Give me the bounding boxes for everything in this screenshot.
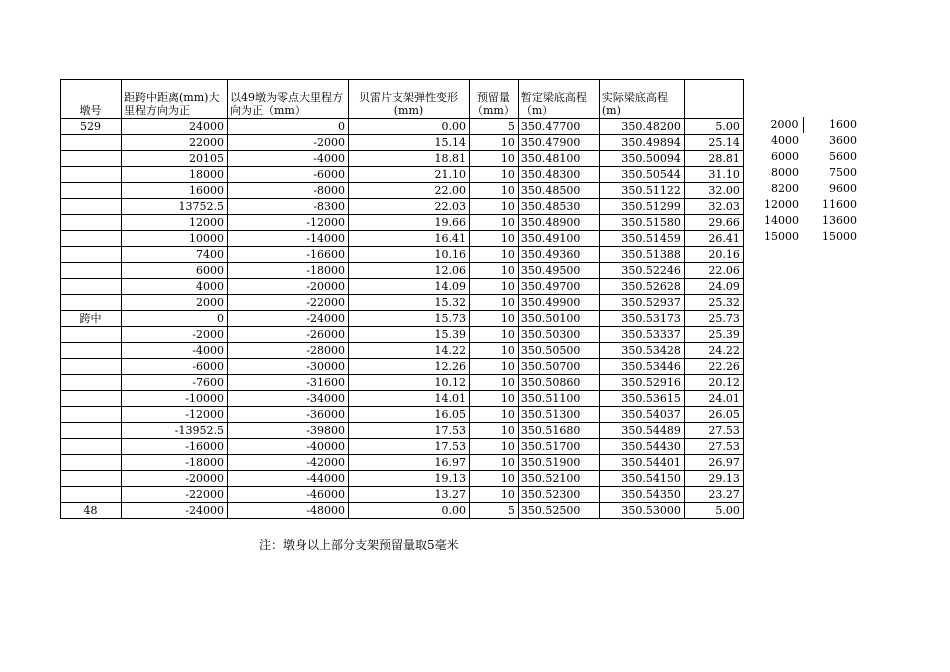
cell-temp-elevation: 350.50700 xyxy=(518,359,599,375)
cell-offset: -42000 xyxy=(228,455,349,471)
header-temp-elevation: 暂定梁底高程（m） xyxy=(518,80,599,119)
cell-pier xyxy=(61,295,122,311)
cell-actual-elevation: 350.52937 xyxy=(599,295,684,311)
cell-deformation: 0.00 xyxy=(349,119,470,135)
cell-deformation: 17.53 xyxy=(349,423,470,439)
cell-temp-elevation: 350.48100 xyxy=(518,151,599,167)
cell-offset: -8300 xyxy=(228,199,349,215)
side-cell-a: 8000 xyxy=(771,166,799,179)
table-row xyxy=(61,311,744,327)
cell-temp-elevation: 350.48900 xyxy=(518,215,599,231)
cell-pier xyxy=(61,279,122,295)
cell-temp-elevation: 350.50100 xyxy=(518,311,599,327)
cell-distance: 22000 xyxy=(122,135,228,151)
header-pier: 墩号 xyxy=(61,80,122,119)
cell-difference: 24.09 xyxy=(684,279,743,295)
table-row xyxy=(61,279,744,295)
cell-offset: -30000 xyxy=(228,359,349,375)
cell-reserve: 10 xyxy=(470,439,519,455)
cell-temp-elevation: 350.50860 xyxy=(518,375,599,391)
side-cell-a: 12000 xyxy=(764,198,799,211)
side-cell-a: 8200 xyxy=(771,182,799,195)
cell-deformation: 12.06 xyxy=(349,263,470,279)
cell-temp-elevation: 350.51100 xyxy=(518,391,599,407)
table-row xyxy=(61,151,744,167)
side-row xyxy=(760,133,861,149)
cell-distance: 10000 xyxy=(122,231,228,247)
cell-difference: 31.10 xyxy=(684,167,743,183)
cell-reserve: 10 xyxy=(470,167,519,183)
cell-difference: 23.27 xyxy=(684,487,743,503)
cell-reserve: 5 xyxy=(470,503,519,519)
cell-actual-elevation: 350.51122 xyxy=(599,183,684,199)
cell-distance: 6000 xyxy=(122,263,228,279)
cell-deformation: 10.12 xyxy=(349,375,470,391)
cell-difference: 25.73 xyxy=(684,311,743,327)
cell-offset: -16600 xyxy=(228,247,349,263)
table-row xyxy=(61,359,744,375)
cell-distance: -20000 xyxy=(122,471,228,487)
cell-temp-elevation: 350.47700 xyxy=(518,119,599,135)
cell-distance: 4000 xyxy=(122,279,228,295)
cell-offset: -44000 xyxy=(228,471,349,487)
side-row xyxy=(760,117,861,133)
cell-deformation: 12.26 xyxy=(349,359,470,375)
side-cell-b: 1600 xyxy=(829,118,857,131)
cell-offset: -8000 xyxy=(228,183,349,199)
cell-pier xyxy=(61,263,122,279)
cell-reserve: 10 xyxy=(470,423,519,439)
cell-reserve: 10 xyxy=(470,263,519,279)
cell-temp-elevation: 350.51680 xyxy=(518,423,599,439)
cell-temp-elevation: 350.49100 xyxy=(518,231,599,247)
side-cell-b: 7500 xyxy=(829,166,857,179)
cell-offset: -36000 xyxy=(228,407,349,423)
cell-actual-elevation: 350.53428 xyxy=(599,343,684,359)
cell-pier: 48 xyxy=(61,503,122,519)
cell-actual-elevation: 350.51459 xyxy=(599,231,684,247)
cell-pier xyxy=(61,343,122,359)
cell-reserve: 10 xyxy=(470,215,519,231)
header-reserve: 预留量（mm） xyxy=(470,80,519,119)
cell-distance: 0 xyxy=(122,311,228,327)
cell-distance: -12000 xyxy=(122,407,228,423)
cell-pier: 529 xyxy=(61,119,122,135)
table-row xyxy=(61,215,744,231)
table-row xyxy=(61,343,744,359)
cell-actual-elevation: 350.54401 xyxy=(599,455,684,471)
cell-offset: 0 xyxy=(228,119,349,135)
cell-actual-elevation: 350.53000 xyxy=(599,503,684,519)
cell-difference: 29.13 xyxy=(684,471,743,487)
cell-actual-elevation: 350.52916 xyxy=(599,375,684,391)
cell-reserve: 10 xyxy=(470,231,519,247)
cell-difference: 22.26 xyxy=(684,359,743,375)
cell-difference: 22.06 xyxy=(684,263,743,279)
cell-distance: -6000 xyxy=(122,359,228,375)
cell-actual-elevation: 350.48200 xyxy=(599,119,684,135)
cell-difference: 5.00 xyxy=(684,119,743,135)
cell-actual-elevation: 350.50544 xyxy=(599,167,684,183)
cell-deformation: 14.22 xyxy=(349,343,470,359)
cell-temp-elevation: 350.48500 xyxy=(518,183,599,199)
header-extra xyxy=(684,80,743,119)
cell-pier xyxy=(61,407,122,423)
cell-deformation: 0.00 xyxy=(349,503,470,519)
cell-actual-elevation: 350.54430 xyxy=(599,439,684,455)
table-row xyxy=(61,439,744,455)
cell-pier xyxy=(61,375,122,391)
cell-distance: 20105 xyxy=(122,151,228,167)
cell-difference: 26.41 xyxy=(684,231,743,247)
side-row xyxy=(760,165,861,181)
cell-deformation: 22.03 xyxy=(349,199,470,215)
cell-distance: 12000 xyxy=(122,215,228,231)
cell-temp-elevation: 350.52300 xyxy=(518,487,599,503)
table-row xyxy=(61,295,744,311)
cell-reserve: 10 xyxy=(470,151,519,167)
cell-difference: 32.00 xyxy=(684,183,743,199)
side-cell-b: 3600 xyxy=(829,134,857,147)
side-row xyxy=(760,197,861,213)
cell-temp-elevation: 350.52500 xyxy=(518,503,599,519)
cell-actual-elevation: 350.51388 xyxy=(599,247,684,263)
cell-distance: -24000 xyxy=(122,503,228,519)
cell-deformation: 14.09 xyxy=(349,279,470,295)
cell-offset: -34000 xyxy=(228,391,349,407)
header-offset: 以49墩为零点大里程方向为正（mm） xyxy=(228,80,349,119)
cell-distance: -13952.5 xyxy=(122,423,228,439)
cell-offset: -22000 xyxy=(228,295,349,311)
side-values-table xyxy=(760,117,861,245)
side-cell-a: 4000 xyxy=(771,134,799,147)
cell-pier xyxy=(61,135,122,151)
cell-temp-elevation: 350.49360 xyxy=(518,247,599,263)
cell-pier xyxy=(61,391,122,407)
cell-temp-elevation: 350.50500 xyxy=(518,343,599,359)
cell-offset: -18000 xyxy=(228,263,349,279)
cell-offset: -4000 xyxy=(228,151,349,167)
cell-temp-elevation: 350.49900 xyxy=(518,295,599,311)
cell-actual-elevation: 350.50094 xyxy=(599,151,684,167)
header-deformation: 贝雷片支架弹性变形(mm) xyxy=(349,80,470,119)
cell-reserve: 10 xyxy=(470,471,519,487)
cell-offset: -48000 xyxy=(228,503,349,519)
cell-pier xyxy=(61,423,122,439)
cell-pier xyxy=(61,439,122,455)
cell-deformation: 22.00 xyxy=(349,183,470,199)
cell-pier xyxy=(61,151,122,167)
side-row xyxy=(760,181,861,197)
cell-actual-elevation: 350.51580 xyxy=(599,215,684,231)
cell-actual-elevation: 350.53615 xyxy=(599,391,684,407)
cell-reserve: 10 xyxy=(470,295,519,311)
side-cell-a: 6000 xyxy=(771,150,799,163)
cell-actual-elevation: 350.52246 xyxy=(599,263,684,279)
cell-deformation: 15.14 xyxy=(349,135,470,151)
table-row xyxy=(61,263,744,279)
cell-temp-elevation: 350.51300 xyxy=(518,407,599,423)
cell-reserve: 10 xyxy=(470,407,519,423)
cell-reserve: 10 xyxy=(470,183,519,199)
table-row xyxy=(61,423,744,439)
cell-pier xyxy=(61,167,122,183)
cell-deformation: 16.41 xyxy=(349,231,470,247)
cell-distance: 13752.5 xyxy=(122,199,228,215)
table-row xyxy=(61,247,744,263)
table-row xyxy=(61,183,744,199)
table-row xyxy=(61,327,744,343)
cell-pier xyxy=(61,487,122,503)
cell-temp-elevation: 350.50300 xyxy=(518,327,599,343)
cell-temp-elevation: 350.48300 xyxy=(518,167,599,183)
cell-temp-elevation: 350.49500 xyxy=(518,263,599,279)
cell-difference: 20.16 xyxy=(684,247,743,263)
cell-reserve: 10 xyxy=(470,359,519,375)
cell-distance: -22000 xyxy=(122,487,228,503)
cell-difference: 27.53 xyxy=(684,439,743,455)
table-row xyxy=(61,375,744,391)
cell-offset: -24000 xyxy=(228,311,349,327)
cell-pier xyxy=(61,327,122,343)
cell-reserve: 10 xyxy=(470,391,519,407)
cell-distance: 18000 xyxy=(122,167,228,183)
cell-deformation: 21.10 xyxy=(349,167,470,183)
cell-difference: 29.66 xyxy=(684,215,743,231)
cell-reserve: 5 xyxy=(470,119,519,135)
cell-temp-elevation: 350.47900 xyxy=(518,135,599,151)
cell-actual-elevation: 350.53337 xyxy=(599,327,684,343)
table-row xyxy=(61,391,744,407)
cell-deformation: 10.16 xyxy=(349,247,470,263)
cell-reserve: 10 xyxy=(470,343,519,359)
cell-pier xyxy=(61,359,122,375)
cell-reserve: 10 xyxy=(470,247,519,263)
side-cell-b: 13600 xyxy=(822,214,857,227)
cell-difference: 26.97 xyxy=(684,455,743,471)
table-row xyxy=(61,471,744,487)
cell-difference: 28.81 xyxy=(684,151,743,167)
cell-difference: 25.39 xyxy=(684,327,743,343)
cell-pier xyxy=(61,183,122,199)
cell-deformation: 17.53 xyxy=(349,439,470,455)
cell-offset: -20000 xyxy=(228,279,349,295)
cell-deformation: 14.01 xyxy=(349,391,470,407)
cell-distance: -4000 xyxy=(122,343,228,359)
cell-pier xyxy=(61,199,122,215)
cell-reserve: 10 xyxy=(470,327,519,343)
header-distance: 距跨中距离(mm)大里程方向为正 xyxy=(122,80,228,119)
cell-temp-elevation: 350.48530 xyxy=(518,199,599,215)
header-actual-elevation: 实际梁底高程(m) xyxy=(599,80,684,119)
table-row xyxy=(61,167,744,183)
cell-deformation: 16.05 xyxy=(349,407,470,423)
table-row xyxy=(61,487,744,503)
side-cell-b: 5600 xyxy=(829,150,857,163)
cell-distance: -18000 xyxy=(122,455,228,471)
cell-actual-elevation: 350.54037 xyxy=(599,407,684,423)
side-cell-b: 9600 xyxy=(829,182,857,195)
cell-difference: 20.12 xyxy=(684,375,743,391)
table-row xyxy=(61,407,744,423)
cell-actual-elevation: 350.54350 xyxy=(599,487,684,503)
table-row xyxy=(61,199,744,215)
cell-distance: -2000 xyxy=(122,327,228,343)
side-cell-b: 11600 xyxy=(822,198,857,211)
cell-reserve: 10 xyxy=(470,279,519,295)
cell-distance: 7400 xyxy=(122,247,228,263)
cell-difference: 24.01 xyxy=(684,391,743,407)
cell-offset: -14000 xyxy=(228,231,349,247)
cell-temp-elevation: 350.52100 xyxy=(518,471,599,487)
cell-deformation: 15.73 xyxy=(349,311,470,327)
table-row xyxy=(61,455,744,471)
cell-actual-elevation: 350.53446 xyxy=(599,359,684,375)
side-cell-b: 15000 xyxy=(822,230,857,243)
cell-actual-elevation: 350.53173 xyxy=(599,311,684,327)
side-cell-a: 15000 xyxy=(764,230,799,243)
cell-reserve: 10 xyxy=(470,455,519,471)
cell-deformation: 19.13 xyxy=(349,471,470,487)
cell-pier xyxy=(61,455,122,471)
cell-reserve: 10 xyxy=(470,487,519,503)
cell-deformation: 19.66 xyxy=(349,215,470,231)
table-row xyxy=(61,231,744,247)
cell-deformation: 13.27 xyxy=(349,487,470,503)
cell-difference: 5.00 xyxy=(684,503,743,519)
cell-offset: -26000 xyxy=(228,327,349,343)
cell-reserve: 10 xyxy=(470,199,519,215)
cell-temp-elevation: 350.51700 xyxy=(518,439,599,455)
side-cell-a: 14000 xyxy=(764,214,799,227)
side-row xyxy=(760,149,861,165)
cell-reserve: 10 xyxy=(470,375,519,391)
cell-offset: -6000 xyxy=(228,167,349,183)
cell-temp-elevation: 350.49700 xyxy=(518,279,599,295)
side-row xyxy=(760,229,861,245)
side-cell-a: 2000 xyxy=(760,117,803,133)
table-row xyxy=(61,119,744,135)
cell-distance: -16000 xyxy=(122,439,228,455)
cell-distance: 2000 xyxy=(122,295,228,311)
deflection-table xyxy=(60,79,744,519)
cell-offset: -28000 xyxy=(228,343,349,359)
cell-difference: 27.53 xyxy=(684,423,743,439)
table-row xyxy=(61,135,744,151)
cell-pier xyxy=(61,231,122,247)
cell-temp-elevation: 350.51900 xyxy=(518,455,599,471)
side-row xyxy=(760,213,861,229)
cell-pier: 跨中 xyxy=(61,311,122,327)
cell-offset: -12000 xyxy=(228,215,349,231)
cell-difference: 24.22 xyxy=(684,343,743,359)
cell-reserve: 10 xyxy=(470,135,519,151)
cell-difference: 26.05 xyxy=(684,407,743,423)
header-row xyxy=(61,80,744,119)
cell-pier xyxy=(61,471,122,487)
cell-deformation: 15.32 xyxy=(349,295,470,311)
table-row xyxy=(61,503,744,519)
cell-actual-elevation: 350.52628 xyxy=(599,279,684,295)
cell-deformation: 15.39 xyxy=(349,327,470,343)
cell-deformation: 18.81 xyxy=(349,151,470,167)
cell-difference: 25.32 xyxy=(684,295,743,311)
cell-pier xyxy=(61,215,122,231)
cell-pier xyxy=(61,247,122,263)
cell-actual-elevation: 350.49894 xyxy=(599,135,684,151)
footnote: 注：墩身以上部分支架预留量取5毫米 xyxy=(259,538,459,552)
cell-reserve: 10 xyxy=(470,311,519,327)
cell-distance: 24000 xyxy=(122,119,228,135)
cell-actual-elevation: 350.51299 xyxy=(599,199,684,215)
cell-actual-elevation: 350.54489 xyxy=(599,423,684,439)
cell-distance: 16000 xyxy=(122,183,228,199)
cell-offset: -40000 xyxy=(228,439,349,455)
cell-distance: -10000 xyxy=(122,391,228,407)
cell-difference: 25.14 xyxy=(684,135,743,151)
cell-offset: -2000 xyxy=(228,135,349,151)
cell-offset: -31600 xyxy=(228,375,349,391)
cell-offset: -39800 xyxy=(228,423,349,439)
cell-difference: 32.03 xyxy=(684,199,743,215)
cell-offset: -46000 xyxy=(228,487,349,503)
cell-distance: -7600 xyxy=(122,375,228,391)
cell-actual-elevation: 350.54150 xyxy=(599,471,684,487)
cell-deformation: 16.97 xyxy=(349,455,470,471)
